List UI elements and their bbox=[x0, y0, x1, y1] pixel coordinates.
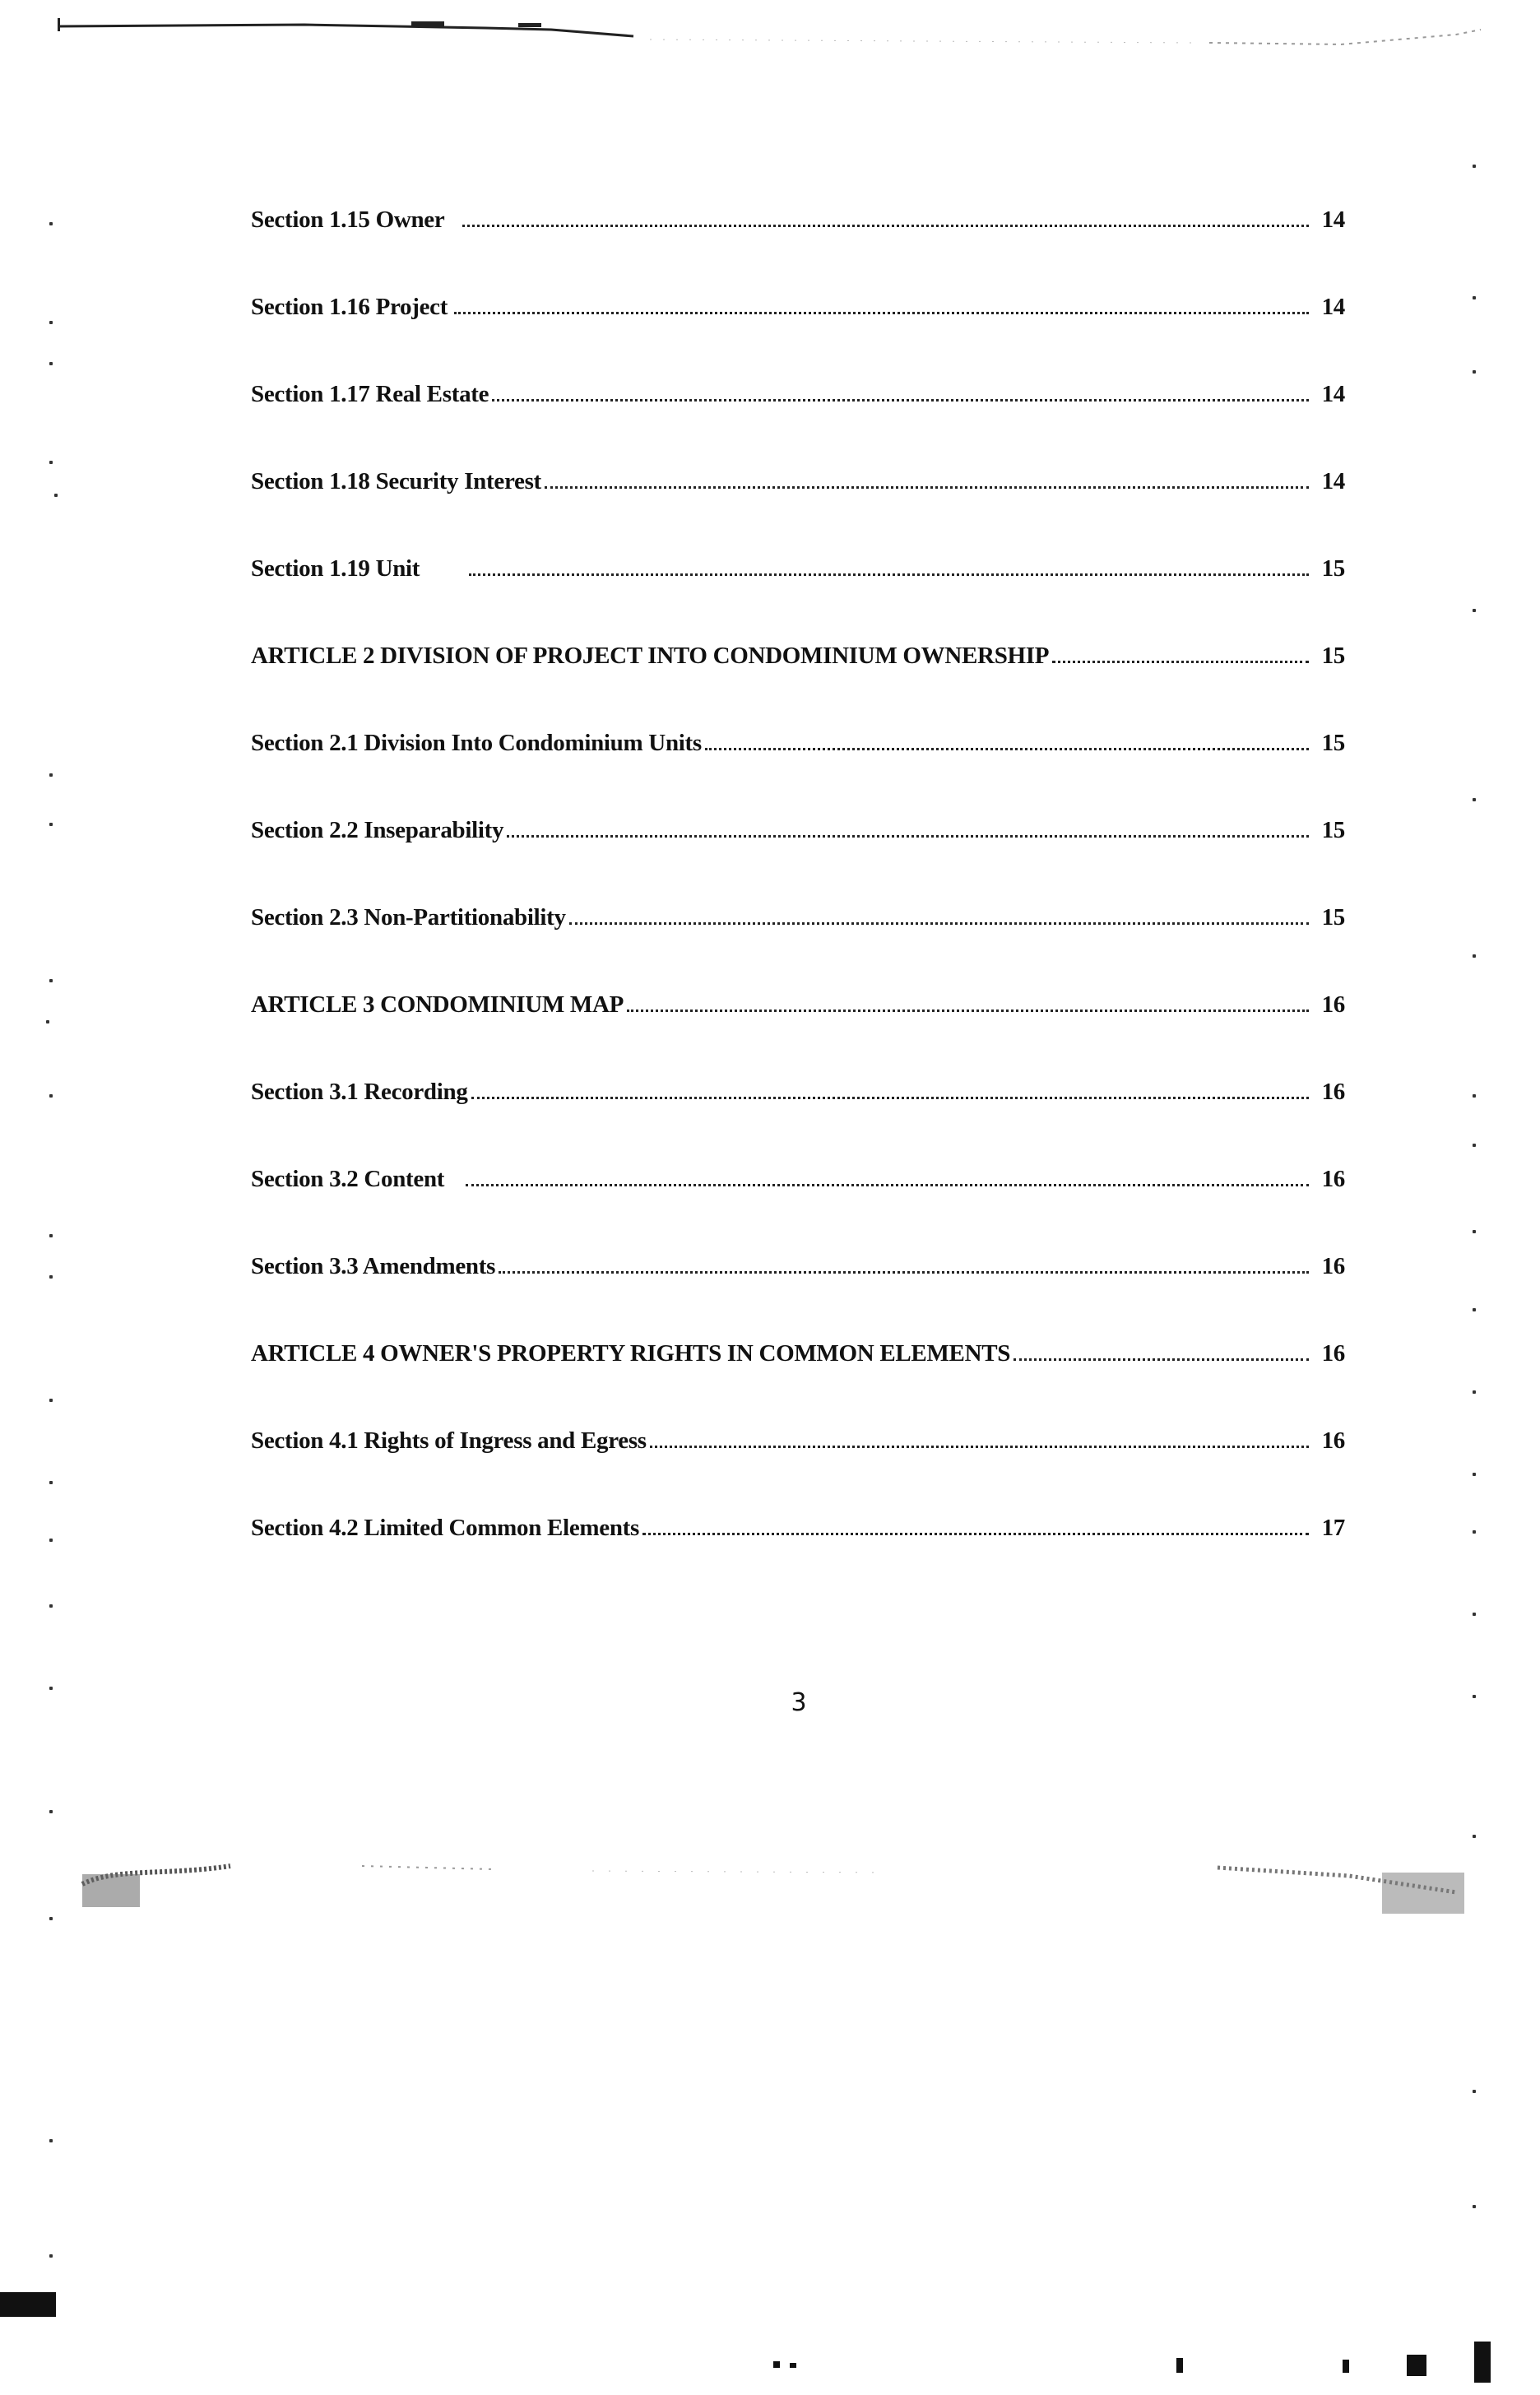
toc-entry-label: ARTICLE 2 DIVISION OF PROJECT INTO CONDOMINIUM OWNERSHIP bbox=[251, 643, 1050, 669]
toc-entry-page: 15 bbox=[1321, 730, 1345, 756]
toc-entry-label: Section 1.17 Real Estate bbox=[251, 381, 489, 407]
dot-leader bbox=[569, 921, 1309, 925]
scan-block bbox=[1474, 2342, 1491, 2383]
toc-entry bbox=[251, 898, 1345, 931]
toc-entry bbox=[251, 201, 1345, 234]
toc-entry bbox=[251, 1160, 1345, 1193]
dot-leader bbox=[462, 224, 1309, 227]
toc-entry-page: 14 bbox=[1321, 381, 1345, 407]
toc-article-entry bbox=[251, 1334, 1345, 1367]
toc-entry bbox=[251, 811, 1345, 844]
toc-entry-label: Section 2.2 Inseparability bbox=[251, 817, 504, 843]
toc-entry-page: 14 bbox=[1321, 294, 1345, 320]
scan-block bbox=[0, 2292, 56, 2317]
toc-article-entry bbox=[251, 986, 1345, 1019]
toc-entry-page: 16 bbox=[1321, 1166, 1345, 1192]
dot-leader bbox=[471, 1096, 1309, 1099]
scan-block bbox=[790, 2363, 796, 2368]
dot-leader bbox=[642, 1532, 1309, 1535]
toc-entry bbox=[251, 375, 1345, 408]
toc-entry-page: 17 bbox=[1321, 1515, 1345, 1541]
toc-entry bbox=[251, 550, 1345, 583]
toc-entry-label: Section 1.18 Security Interest bbox=[251, 468, 541, 494]
toc-entry-page: 15 bbox=[1321, 904, 1345, 931]
toc-article-entry bbox=[251, 637, 1345, 670]
scan-block bbox=[1407, 2355, 1426, 2376]
scan-block bbox=[1343, 2360, 1349, 2373]
toc-entry-page: 14 bbox=[1321, 468, 1345, 494]
toc-entry-label: Section 3.1 Recording bbox=[251, 1079, 468, 1105]
toc-entry-label: Section 4.1 Rights of Ingress and Egress bbox=[251, 1427, 647, 1454]
dot-leader bbox=[1052, 660, 1309, 663]
dot-leader bbox=[705, 747, 1309, 750]
dot-leader bbox=[627, 1009, 1309, 1012]
dot-leader bbox=[469, 573, 1309, 576]
toc-entry bbox=[251, 724, 1345, 757]
toc-entry bbox=[251, 1247, 1345, 1280]
toc-entry-label: ARTICLE 4 OWNER'S PROPERTY RIGHTS IN COMMON ELEMENTS bbox=[251, 1340, 1011, 1367]
toc-entry-label: Section 2.1 Division Into Condominium Units bbox=[251, 730, 702, 756]
toc-entry-label: ARTICLE 3 CONDOMINIUM MAP bbox=[251, 991, 624, 1018]
toc-entry-page: 16 bbox=[1321, 991, 1345, 1018]
dot-leader bbox=[507, 834, 1309, 838]
toc-entry-page: 14 bbox=[1321, 207, 1345, 233]
toc-entry-label: Section 1.16 Project bbox=[251, 294, 448, 320]
toc-entry-page: 16 bbox=[1321, 1340, 1345, 1367]
scan-bottom-band bbox=[66, 1859, 1481, 1925]
toc-entry-page: 15 bbox=[1321, 555, 1345, 582]
dot-leader bbox=[545, 485, 1309, 489]
left-edge-specks bbox=[49, 82, 66, 2353]
toc-entry-page: 15 bbox=[1321, 643, 1345, 669]
dot-leader bbox=[650, 1445, 1309, 1448]
dot-leader bbox=[499, 1270, 1309, 1274]
scan-block bbox=[1176, 2358, 1183, 2373]
right-edge-specks bbox=[1473, 82, 1489, 2353]
dot-leader bbox=[454, 311, 1309, 314]
toc-entry-label: Section 4.2 Limited Common Elements bbox=[251, 1515, 639, 1541]
toc-entry-page: 16 bbox=[1321, 1253, 1345, 1279]
toc-entry bbox=[251, 1509, 1345, 1542]
dot-leader bbox=[1014, 1358, 1309, 1361]
toc-entry-label: Section 1.19 Unit bbox=[251, 555, 420, 582]
dot-leader bbox=[466, 1183, 1309, 1186]
toc-entry-label: Section 2.3 Non-Partitionability bbox=[251, 904, 566, 931]
toc-entry-label: Section 3.2 Content bbox=[251, 1166, 445, 1192]
toc-entry bbox=[251, 1073, 1345, 1106]
toc-entry-label: Section 1.15 Owner bbox=[251, 207, 445, 233]
scan-top-edge bbox=[58, 18, 1489, 51]
toc-entry-label: Section 3.3 Amendments bbox=[251, 1253, 496, 1279]
toc-entry-page: 15 bbox=[1321, 817, 1345, 843]
dot-leader bbox=[492, 398, 1309, 401]
toc-entry bbox=[251, 462, 1345, 495]
page-number: 3 bbox=[791, 1688, 807, 1717]
toc-entry-page: 16 bbox=[1321, 1079, 1345, 1105]
scan-block bbox=[773, 2361, 780, 2368]
toc-entry bbox=[251, 288, 1345, 321]
toc-entry-page: 16 bbox=[1321, 1427, 1345, 1454]
toc-entry bbox=[251, 1422, 1345, 1455]
